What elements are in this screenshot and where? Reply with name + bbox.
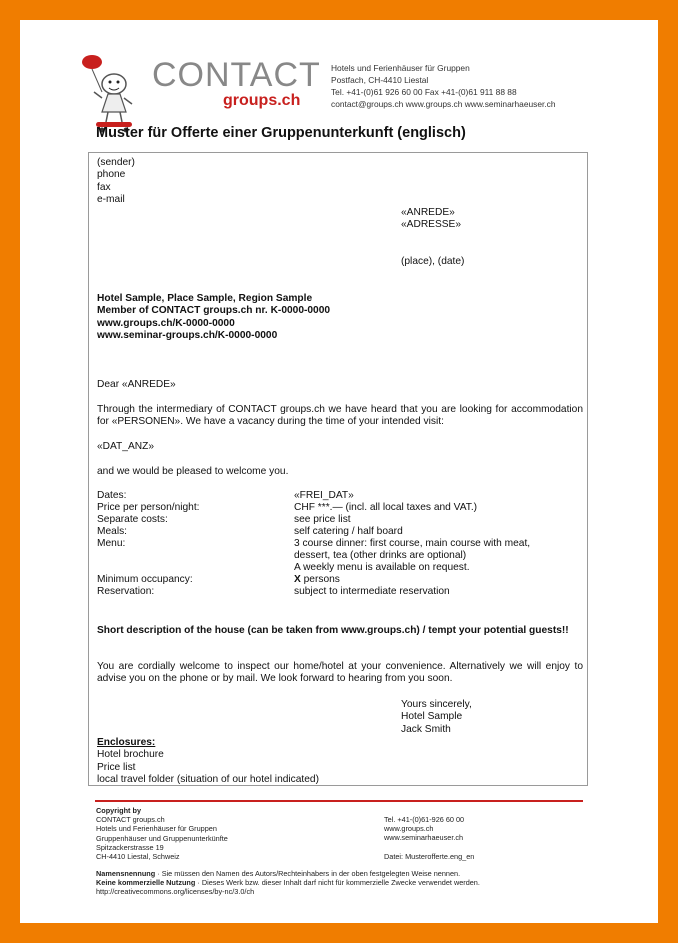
sender-block bbox=[97, 157, 135, 207]
recipient-line: «ADRESSE» bbox=[401, 219, 462, 231]
company-line: Hotels und Ferienhäuser für Gruppen bbox=[331, 63, 470, 73]
sender-line: e-mail bbox=[97, 194, 125, 206]
occupancy-count: X bbox=[294, 574, 301, 585]
hotel-line: Member of CONTACT groups.ch nr. K-0000-0000 bbox=[97, 305, 331, 317]
license-line bbox=[96, 878, 480, 887]
hotel-line: Hotel Sample, Place Sample, Region Sample bbox=[97, 293, 313, 304]
closing-line: Yours sincerely, bbox=[401, 699, 472, 710]
footer-right bbox=[384, 815, 474, 861]
footer-left bbox=[96, 806, 228, 861]
hotel-line: www.groups.ch/K-0000-0000 bbox=[97, 317, 235, 329]
footer-line bbox=[384, 843, 474, 852]
license-url[interactable]: http://creativecommons.org/licenses/by-nc/3.0/ch bbox=[96, 887, 255, 897]
company-line: contact@groups.ch www.groups.ch www.seminarhaeuser.ch bbox=[331, 99, 556, 109]
dat-anz: «DAT_ANZ» bbox=[97, 441, 154, 452]
recipient-line: «ANREDE» bbox=[401, 207, 455, 218]
detail-value: dessert, tea (other drinks are optional) bbox=[294, 550, 467, 561]
footer-line: Datei: Musterofferte.eng_en bbox=[384, 851, 475, 861]
company-line: Tel. +41-(0)61 926 60 00 Fax +41-(0)61 911 88 88 bbox=[331, 87, 517, 97]
detail-key: Price per person/night: bbox=[97, 502, 200, 513]
closing-block bbox=[401, 699, 472, 736]
license-block bbox=[96, 869, 480, 897]
license-label: Keine kommerzielle Nutzung bbox=[96, 878, 196, 888]
logo-wordmark: CONTACT bbox=[152, 56, 321, 94]
sender-line: (sender) bbox=[97, 157, 135, 168]
detail-value: A weekly menu is available on request. bbox=[294, 562, 470, 573]
document-page bbox=[20, 20, 658, 923]
footer-line: CONTACT groups.ch bbox=[96, 815, 165, 825]
footer-line: Hotels und Ferienhäuser für Gruppen bbox=[96, 824, 217, 834]
intro-paragraph: Through the intermediary of CONTACT groups.ch we have heard that you are looking for accommodation for «PERSONEN». We have a vacancy during the time of your intended visit: bbox=[97, 404, 583, 428]
enclosures-block bbox=[97, 737, 319, 787]
detail-key: Reservation: bbox=[97, 586, 155, 597]
invite-paragraph: You are cordially welcome to inspect our home/hotel at your convenience. Alternatively we will enjoy to advise you on the phone or by mail. We look forward to hearing from you soon. bbox=[97, 661, 583, 685]
license-label: Namensnennung bbox=[96, 869, 156, 878]
recipient-block bbox=[401, 207, 461, 232]
footer-line: CH-4410 Liestal, Schweiz bbox=[96, 852, 180, 862]
short-description: Short description of the house (can be taken from www.groups.ch) / tempt your potential guests!! bbox=[97, 625, 569, 636]
detail-key: Dates: bbox=[97, 490, 127, 501]
detail-value: CHF ***.— (incl. all local taxes and VAT.) bbox=[294, 502, 478, 513]
footer-line: Spitzackerstrasse 19 bbox=[96, 842, 164, 852]
footer-divider bbox=[95, 800, 583, 802]
copyright-title: Copyright by bbox=[96, 806, 141, 815]
footer-line: www.seminarhaeuser.ch bbox=[384, 833, 464, 843]
enclosure-item: Hotel brochure bbox=[97, 749, 164, 761]
letter-frame bbox=[88, 152, 588, 786]
salutation: Dear «ANREDE» bbox=[97, 379, 176, 390]
detail-key: Menu: bbox=[97, 538, 126, 549]
footer-line: Gruppenhäuser und Gruppenunterkünfte bbox=[96, 833, 228, 843]
detail-key: Meals: bbox=[97, 526, 128, 537]
closing-line: Jack Smith bbox=[401, 723, 451, 735]
license-text: · Dieses Werk bzw. dieser Inhalt darf nicht für kommerzielle Zwecke verwendet werden. bbox=[195, 878, 480, 888]
hotel-block bbox=[97, 293, 330, 343]
company-info bbox=[331, 62, 556, 110]
welcome-line: and we would be pleased to welcome you. bbox=[97, 466, 289, 477]
company-line: Postfach, CH-4410 Liestal bbox=[331, 75, 429, 85]
detail-value: «FREI_DAT» bbox=[294, 490, 354, 501]
footer-line: www.groups.ch bbox=[384, 824, 434, 834]
document-title: Muster für Offerte einer Gruppenunterkunft (englisch) bbox=[96, 125, 466, 141]
closing-line: Hotel Sample bbox=[401, 711, 463, 723]
detail-value: self catering / half board bbox=[294, 526, 403, 537]
detail-value: subject to intermediate reservation bbox=[294, 586, 450, 597]
detail-value: 3 course dinner: first course, main course with meat, bbox=[294, 538, 531, 549]
detail-value: persons bbox=[300, 574, 340, 585]
footer-line: Tel. +41-(0)61-926 60 00 bbox=[384, 815, 465, 824]
license-line bbox=[96, 869, 480, 878]
place-date: (place), (date) bbox=[401, 256, 465, 267]
logo-subtitle: groups.ch bbox=[223, 92, 301, 109]
enclosures-title: Enclosures: bbox=[97, 737, 156, 748]
enclosure-item: Price list bbox=[97, 761, 136, 773]
hotel-line: www.seminar-groups.ch/K-0000-0000 bbox=[97, 330, 278, 342]
sender-line: fax bbox=[97, 181, 111, 193]
enclosure-item: local travel folder (situation of our hotel indicated) bbox=[97, 774, 319, 786]
sender-line: phone bbox=[97, 169, 126, 181]
detail-key: Minimum occupancy: bbox=[97, 574, 193, 585]
detail-value-group bbox=[294, 574, 340, 586]
detail-key: Separate costs: bbox=[97, 514, 168, 525]
detail-value: see price list bbox=[294, 514, 351, 525]
license-text: · Sie müssen den Namen des Autors/Rechteinhabers in der oben festgelegten Weise nennen. bbox=[155, 869, 461, 878]
